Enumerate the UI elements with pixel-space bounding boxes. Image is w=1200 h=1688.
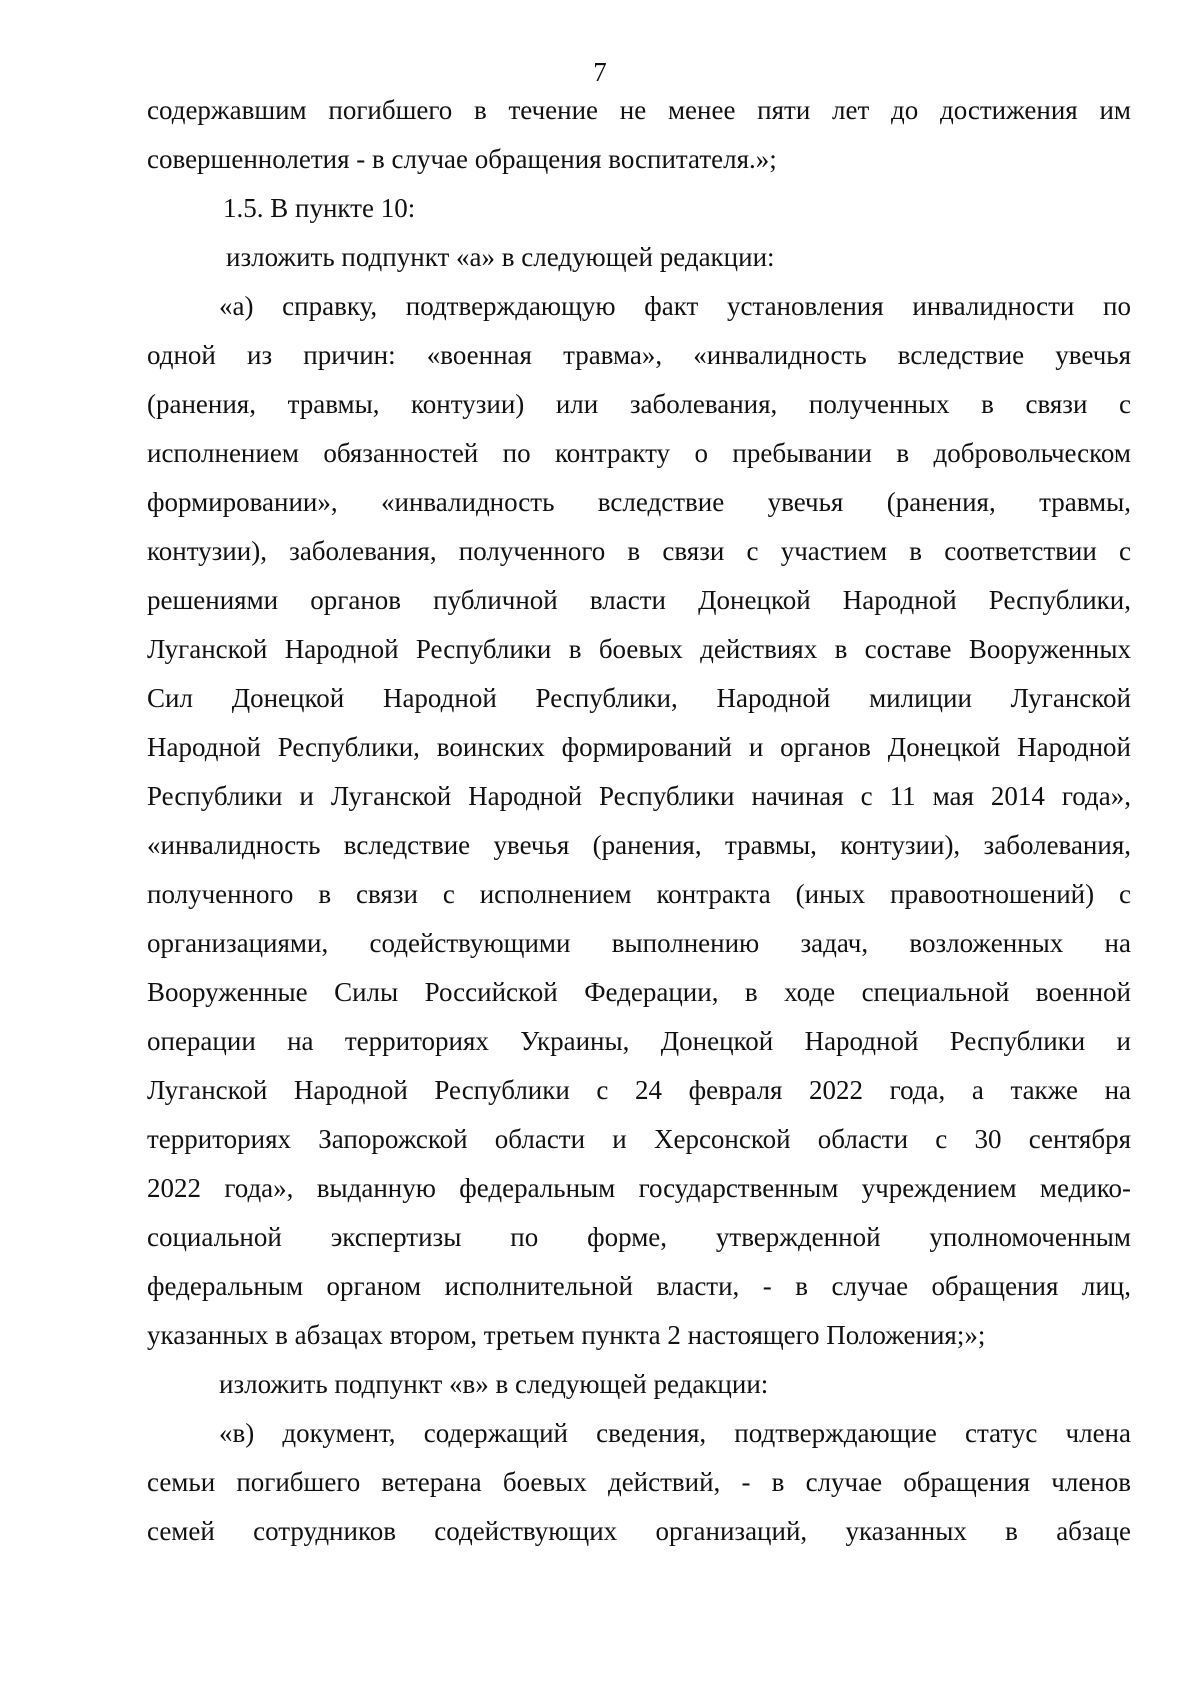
text-line: исполнением обязанностей по контракту о пребывании в добровольческом [147,438,1131,468]
text-line: контузии), заболевания, полученного в связи с участием в соответствии с [147,536,1131,566]
text-line: изложить подпункт «в» в следующей редакции: [219,1369,769,1399]
text-line: изложить подпункт «а» в следующей редакции: [226,242,775,272]
text-line: (ранения, травмы, контузии) или заболевания, полученных в связи с [147,389,1131,419]
text-line: полученного в связи с исполнением контракта (иных правоотношений) с [147,879,1131,909]
text-line: решениями органов публичной власти Донецкой Народной Республики, [147,585,1131,615]
text-line: содержавшим погибшего в течение не менее пяти лет до достижения им [147,95,1131,125]
text-line: организациями, содействующими выполнению задач, возложенных на [147,928,1131,958]
text-line: Луганской Народной Республики в боевых действиях в составе Вооруженных [147,634,1131,664]
text-line: федеральным органом исполнительной власти, - в случае обращения лиц, [147,1271,1131,1301]
text-line: социальной экспертизы по форме, утвержденной уполномоченным [147,1222,1131,1252]
text-line: семей сотрудников содействующих организаций, указанных в абзаце [147,1516,1131,1546]
body-text [147,86,1131,1556]
text-line: семьи погибшего ветерана боевых действий, - в случае обращения членов [147,1467,1131,1497]
text-line: территориях Запорожской области и Херсонской области с 30 сентября [147,1124,1131,1154]
text-line: формировании», «инвалидность вследствие увечья (ранения, травмы, [147,487,1131,517]
text-line: Вооруженные Силы Российской Федерации, в ходе специальной военной [147,977,1131,1007]
text-line: Сил Донецкой Народной Республики, Народной милиции Луганской [147,683,1131,713]
text-line: 2022 года», выданную федеральным государственным учреждением медико- [147,1173,1131,1203]
text-line: Республики и Луганской Народной Республики начиная с 11 мая 2014 года», [147,781,1131,811]
text-line: совершеннолетия - в случае обращения воспитателя.»; [147,144,777,174]
text-line: Луганской Народной Республики с 24 февраля 2022 года, а также на [147,1075,1131,1105]
text-line: «а) справку, подтверждающую факт установления инвалидности по [219,291,1131,321]
page-number: 7 [593,57,607,87]
text-line: операции на территориях Украины, Донецкой Народной Республики и [147,1026,1131,1056]
text-line: одной из причин: «военная травма», «инвалидность вследствие увечья [147,340,1131,370]
text-line: «в) документ, содержащий сведения, подтверждающие статус члена [219,1418,1131,1448]
text-line: Народной Республики, воинских формирований и органов Донецкой Народной [147,732,1131,762]
text-line: «инвалидность вследствие увечья (ранения, травмы, контузии), заболевания, [147,830,1131,860]
paragraph-heading: 1.5. В пункте 10: [223,193,416,223]
text-line: указанных в абзацах втором, третьем пункта 2 настоящего Положения;»; [147,1320,986,1350]
